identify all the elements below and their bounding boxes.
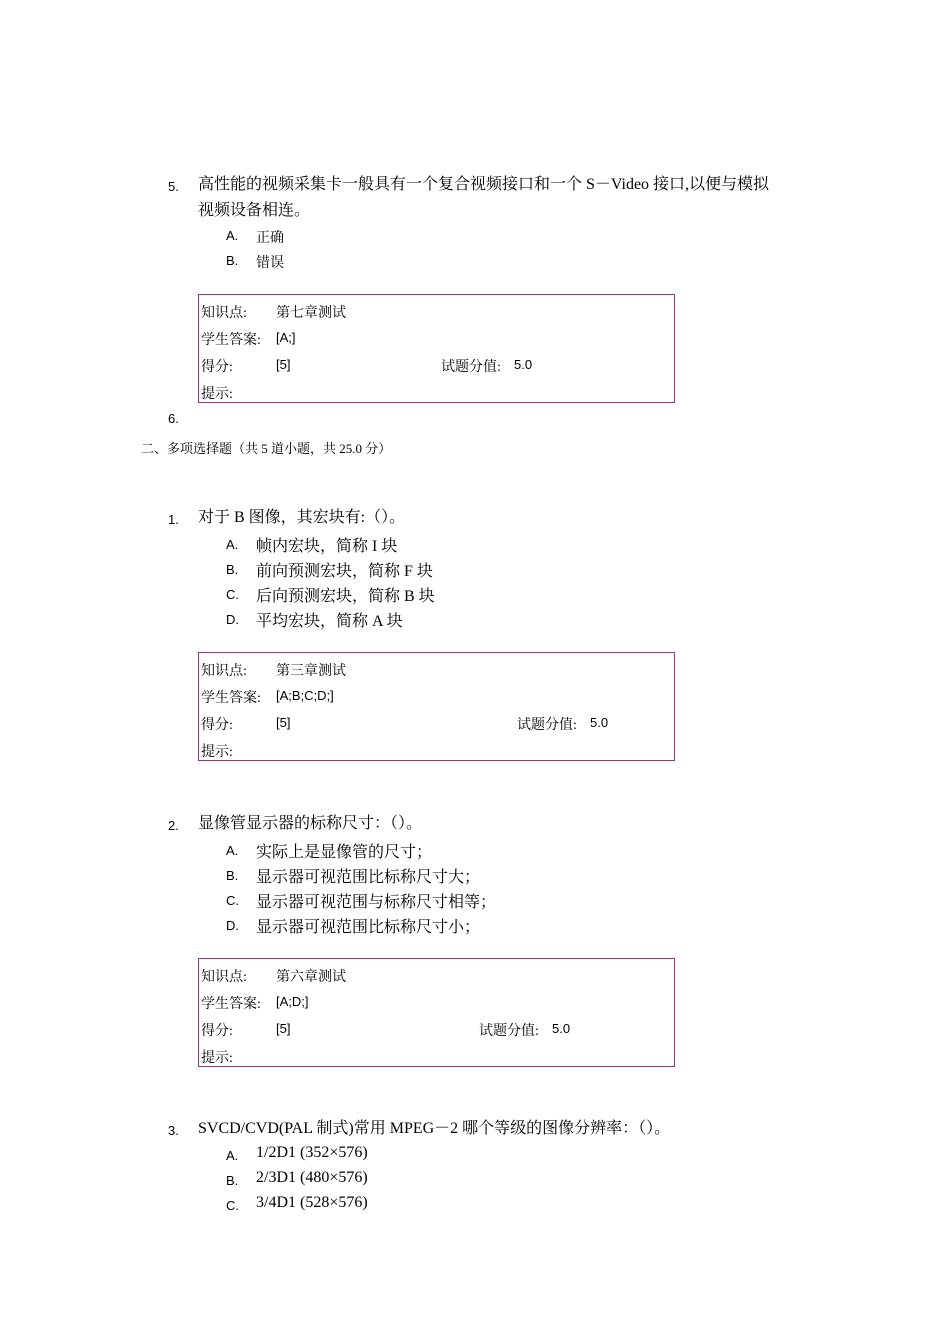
question-text-line2: 视频设备相连。 [198,202,311,219]
question-number: 6. [168,411,179,426]
knowledge-label: 知识点: [201,306,247,321]
score-value: [5] [276,357,291,372]
answer-label: 学生答案: [201,691,261,706]
question-text-line1: 高性能的视频采集卡一般具有一个复合视频接口和一个 S－Video 接口,以便与模拟 [198,176,770,193]
full-score-label: 试题分值: [517,718,577,733]
option-a-label: A. [226,537,239,552]
score-label: 得分: [201,1024,233,1039]
option-a-text: 帧内宏块，简称 I 块 [256,538,398,555]
result-box [198,294,675,403]
full-score-label: 试题分值: [441,360,501,375]
full-score-label: 试题分值: [479,1024,539,1039]
option-d-text: 显示器可视范围比标称尺寸小； [256,919,481,936]
option-a-text: 实际上是显像管的尺寸； [256,844,433,861]
hint-label: 提示: [201,1051,233,1066]
hint-label: 提示: [201,745,233,760]
option-c-text: 后向预测宏块，简称 B 块 [256,588,435,605]
score-value: [5] [276,715,291,730]
option-a-text: 正确 [256,231,284,246]
answer-value: [A;B;C;D;] [276,688,334,703]
option-a-text: 1/2D1 (352×576) [256,1144,368,1161]
knowledge-label: 知识点: [201,664,247,679]
hint-label: 提示: [201,387,233,402]
full-score-value: 5.0 [552,1021,571,1036]
score-label: 得分: [201,360,233,375]
question-text [198,172,769,224]
option-b-label: B. [226,562,239,577]
option-c-text: 显示器可视范围与标称尺寸相等； [256,894,497,911]
score-value: [5] [276,1021,291,1036]
option-c-label: C. [226,587,239,602]
result-box [198,652,675,761]
answer-value: [A;D;] [276,994,309,1009]
option-d-label: D. [226,918,239,933]
answer-label: 学生答案: [201,333,261,348]
option-b-label: B. [226,868,239,883]
option-d-label: D. [226,612,239,627]
full-score-value: 5.0 [514,357,533,372]
answer-label: 学生答案: [201,997,261,1012]
knowledge-value: 第七章测试 [276,306,346,321]
option-c-label: C. [226,893,239,908]
section-title: 二、多项选择题（共 5 道小题，共 25.0 分） [141,441,392,456]
answer-value: [A;] [276,330,296,345]
knowledge-value: 第三章测试 [276,664,346,679]
option-b-label: B. [226,253,239,268]
option-b-text: 显示器可视范围比标称尺寸大； [256,869,481,886]
option-b-label: B. [226,1173,239,1188]
question-number: 3. [168,1123,179,1138]
result-box [198,958,675,1067]
question-text: 显像管显示器的标称尺寸：（）。 [198,815,423,832]
option-c-text: 3/4D1 (528×576) [256,1194,368,1211]
question-number: 5. [168,179,179,194]
option-a-label: A. [226,1148,239,1163]
knowledge-label: 知识点: [201,970,247,985]
option-b-text: 前向预测宏块，简称 F 块 [256,563,433,580]
full-score-value: 5.0 [590,715,609,730]
option-a-label: A. [226,228,239,243]
question-text: 对于 B 图像，其宏块有:（）。 [198,509,406,526]
knowledge-value: 第六章测试 [276,970,346,985]
option-c-label: C. [226,1198,239,1213]
option-b-text: 错误 [256,256,284,271]
option-a-label: A. [226,843,239,858]
question-text: SVCD/CVD(PAL 制式)常用 MPEG－2 哪个等级的图像分辨率：（）。 [198,1120,671,1137]
question-number: 2. [168,818,179,833]
option-d-text: 平均宏块，简称 A 块 [256,613,403,630]
question-number: 1. [168,512,179,527]
score-label: 得分: [201,718,233,733]
option-b-text: 2/3D1 (480×576) [256,1169,368,1186]
